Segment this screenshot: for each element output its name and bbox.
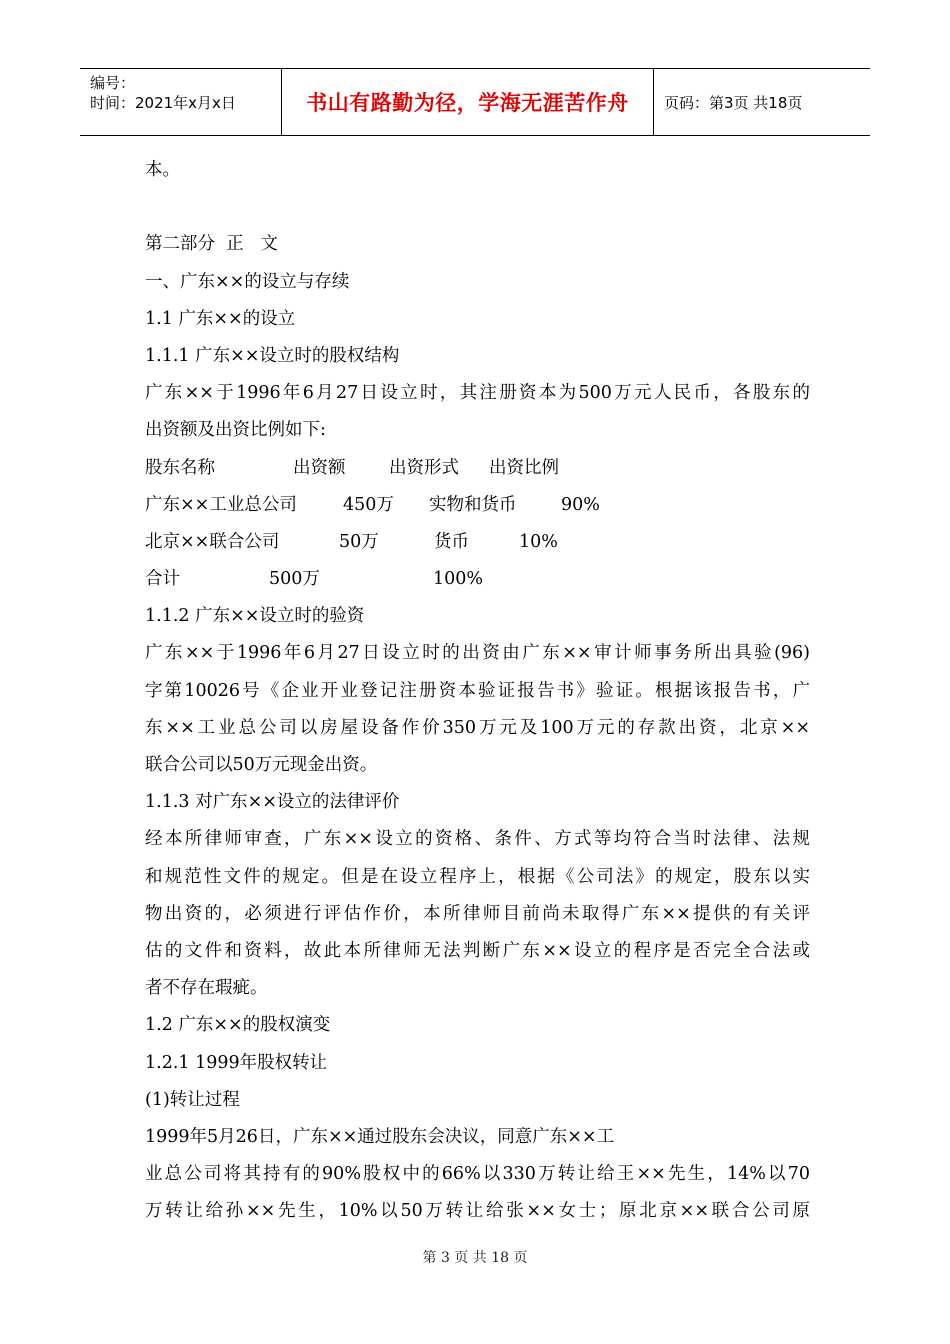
text-line: 广东××于1996年6月27日设立时，其注册资本为500万元人民币，各股东的	[145, 383, 810, 404]
text-line: 经本所律师审查，广东××设立的资格、条件、方式等均符合当时法律、法规	[145, 829, 810, 850]
table-cell: 广东××工业总公司	[145, 494, 297, 515]
header-meta	[80, 69, 282, 135]
heading-1-1-2: 1.1.2 广东××设立时的验资	[145, 606, 365, 627]
table-cell: 实物和货币	[429, 494, 517, 515]
text-line: 估的文件和资料，故此本所律师无法判断广东××设立的程序是否完全合法或	[145, 940, 810, 961]
table-header-cell: 股东名称	[145, 457, 215, 478]
table-cell: 货币	[434, 531, 469, 552]
table-row	[145, 561, 810, 598]
doc-number-label: 编号：	[90, 74, 136, 92]
text-line: 本。	[145, 160, 180, 180]
page-header	[80, 68, 870, 136]
text-line: 字第10026号《企业开业登记注册资本验证报告书》验证。根据该报告书，广	[145, 680, 810, 701]
doc-date-label: 时间：2021年x月x日	[90, 94, 236, 112]
table-header-cell: 出资比例	[489, 457, 559, 478]
table-cell: 合计	[145, 569, 180, 590]
table-cell: 50万	[339, 531, 379, 552]
table-header-cell: 出资额	[293, 457, 346, 478]
subheading: (1)转让过程	[145, 1089, 240, 1110]
document-body	[145, 152, 810, 1230]
table-cell: 500万	[269, 569, 320, 590]
text-line: 1999年5月26日，广东××通过股东会决议，同意广东××工	[145, 1126, 615, 1147]
heading-1: 一、广东××的设立与存续	[145, 271, 350, 292]
header-page-label: 页码：第3页 共18页	[664, 93, 803, 112]
table-cell: 10%	[519, 531, 558, 552]
table-header-row	[145, 450, 810, 487]
page-footer: 第 3 页 共 18 页	[422, 1250, 528, 1266]
text-line: 广东××于1996年6月27日设立时的出资由广东××审计师事务所出具验(96)	[145, 643, 810, 664]
section-heading: 第二部分 正 文	[145, 234, 278, 255]
table-cell: 90%	[561, 494, 600, 515]
text-line: 联合公司以50万元现金出资。	[145, 755, 378, 775]
table-cell: 100%	[433, 569, 484, 590]
text-line: 业总公司将其持有的90%股权中的66%以330万转让给王××先生，14%以70	[145, 1164, 810, 1185]
heading-1-2: 1.2 广东××的股权演变	[145, 1015, 331, 1036]
text-line: 万转让给孙××先生，10%以50万转让给张××女士；原北京××联合公司原	[145, 1201, 810, 1222]
table-cell: 北京××联合公司	[145, 531, 280, 552]
text-line: 出资额及出资比例如下:	[145, 420, 326, 441]
text-line: 物出资的，必须进行评估作价，本所律师目前尚未取得广东××提供的有关评	[145, 903, 810, 924]
table-cell: 450万	[343, 494, 394, 515]
heading-1-1: 1.1 广东××的设立	[145, 308, 296, 329]
text-line: 者不存在瑕疵。	[145, 978, 268, 999]
text-line: 东××工业总公司以房屋设备作价350万元及100万元的存款出资，北京××	[145, 717, 810, 738]
table-header-cell: 出资形式	[389, 457, 459, 478]
table-row	[145, 487, 810, 524]
table-row	[145, 524, 810, 561]
heading-1-1-3: 1.1.3 对广东××设立的法律评价	[145, 792, 400, 813]
heading-1-2-1: 1.2.1 1999年股权转让	[145, 1052, 328, 1073]
text-line: 和规范性文件的规定。但是在设立程序上，根据《公司法》的规定，股东以实	[145, 866, 810, 887]
heading-1-1-1: 1.1.1 广东××设立时的股权结构	[145, 345, 400, 366]
header-motto: 书山有路勤为径，学海无涯苦作舟	[282, 69, 654, 135]
